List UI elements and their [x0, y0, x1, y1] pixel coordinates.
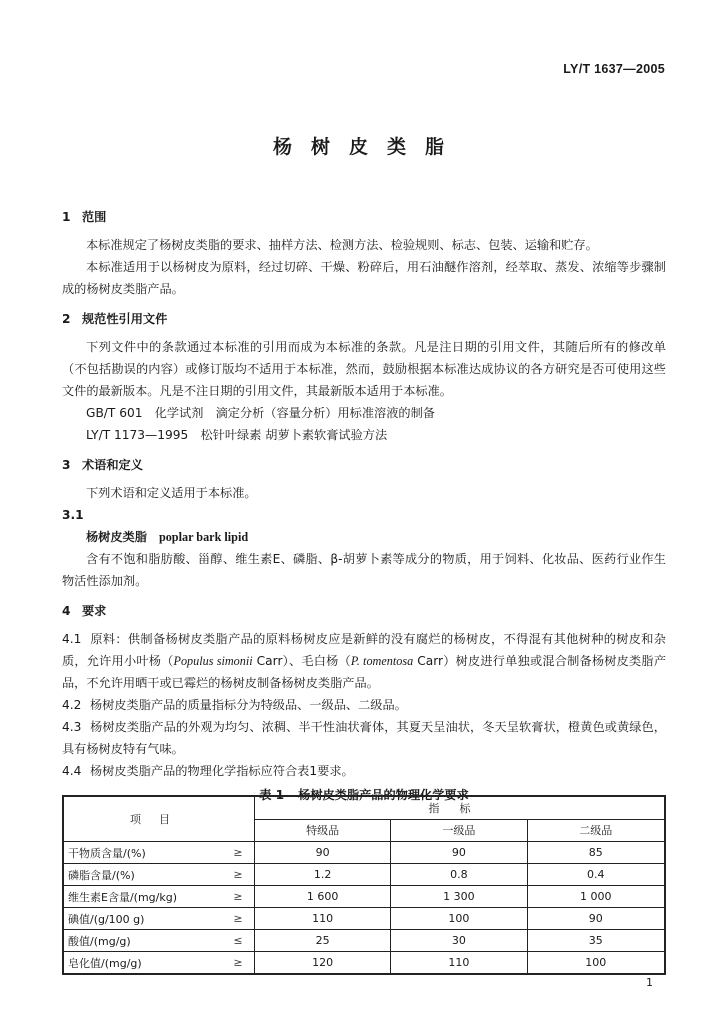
requirement-4-1 — [62, 628, 666, 694]
row-value-special: 1.2 — [255, 864, 391, 886]
term-english: poplar bark lipid — [158, 530, 249, 544]
row-operator: ≥ — [222, 908, 255, 930]
requirement-4-2 — [62, 694, 666, 716]
document-body — [62, 200, 666, 806]
row-item-name: 干物质含量/(%) — [63, 842, 222, 864]
table-caption-title: 杨树皮类脂产品的物理化学要求 — [298, 788, 469, 802]
references-paragraph: 下列文件中的条款通过本标准的引用而成为本标准的条款。凡是注日期的引用文件，其随后所有的修改单（不包括勘误的内容）或修订版均不适用于本标准，然而，鼓励根据本标准达成协议的各方研究是否可使用这些文件的最新版本。凡是不注日期的引用文件，其最新版本适用于本标准。 — [62, 340, 666, 398]
row-value-second: 85 — [527, 842, 665, 864]
section-1-heading — [62, 206, 666, 228]
table-header-row — [63, 796, 665, 819]
section-3-heading — [62, 454, 666, 476]
row-value-special: 90 — [255, 842, 391, 864]
row-operator: ≥ — [222, 842, 255, 864]
row-item-name: 维生素E含量/(mg/kg) — [63, 886, 222, 908]
requirement-number: 4.1 — [62, 632, 82, 646]
page-number: 1 — [646, 976, 653, 989]
table-row — [63, 864, 665, 886]
requirement-text: 杨树皮类脂产品的质量指标分为特级品、一级品、二级品。 — [90, 698, 407, 712]
term-definition: 含有不饱和脂肪酸、甾醇、维生素E、磷脂、β-胡萝卜素等成分的物质，用于饲料、化妆品、医药行业作生物活性添加剂。 — [62, 552, 666, 588]
row-value-second: 1 000 — [527, 886, 665, 908]
document-title: 杨树皮类脂 — [272, 136, 463, 158]
section-title: 范围 — [82, 210, 107, 224]
grade-header-second: 二级品 — [527, 819, 665, 842]
reference-item-2: LY/T 1173—1995 松针叶绿素 胡萝卜素软膏试验方法 — [86, 428, 388, 442]
row-operator: ≥ — [222, 952, 255, 975]
section-title: 要求 — [82, 604, 107, 618]
requirement-text: Carr）、毛白杨（ — [252, 654, 351, 668]
scope-paragraph-1: 本标准规定了杨树皮类脂的要求、抽样方法、检测方法、检验规则、标志、包装、运输和贮存。 — [86, 238, 598, 252]
grade-header-first: 一级品 — [391, 819, 527, 842]
row-operator: ≥ — [222, 886, 255, 908]
requirement-text: Carr）树皮进行单独或混合制备杨树皮类脂产品，不允许用晒干或已霉烂的杨树皮制备杨树皮类脂产品。 — [62, 654, 667, 690]
term-number: 3.1 — [62, 508, 84, 522]
requirement-number: 4.2 — [62, 698, 82, 712]
row-operator: ≤ — [222, 930, 255, 952]
row-value-first: 100 — [391, 908, 527, 930]
item-column-header: 项目 — [63, 796, 255, 842]
row-operator: ≥ — [222, 864, 255, 886]
section-4-heading — [62, 600, 666, 622]
row-value-second: 100 — [527, 952, 665, 975]
row-value-second: 0.4 — [527, 864, 665, 886]
latin-name-2: P. tomentosa — [350, 654, 414, 668]
scope-paragraph-2: 本标准适用于以杨树皮为原料，经过切碎、干燥、粉碎后，用石油醚作溶剂，经萃取、蒸发、浓缩等步骤制成的杨树皮类脂产品。 — [62, 260, 666, 296]
reference-item-1: GB/T 601 化学试剂 滴定分析（容量分析）用标准溶液的制备 — [86, 406, 435, 420]
requirement-text: 原料：供制备杨树皮类脂产品的原料杨树皮应是新鲜的没有腐烂的杨树皮，不得混有其他树种的树皮和杂质，允许用小叶杨（ — [62, 632, 666, 668]
standard-code: LY/T 1637—2005 — [563, 62, 665, 76]
term-entry — [62, 526, 666, 548]
latin-name-1: Populus simonii — [173, 654, 253, 668]
requirement-4-3 — [62, 716, 666, 760]
table-row — [63, 908, 665, 930]
section-title: 规范性引用文件 — [82, 312, 168, 326]
row-value-first: 30 — [391, 930, 527, 952]
grade-header-special: 特级品 — [255, 819, 391, 842]
terms-intro: 下列术语和定义适用于本标准。 — [86, 486, 257, 500]
spec-table — [62, 795, 666, 975]
requirement-text: 杨树皮类脂产品的物理化学指标应符合表1要求。 — [90, 764, 354, 778]
section-title: 术语和定义 — [82, 458, 143, 472]
row-item-name: 磷脂含量/(%) — [63, 864, 222, 886]
requirement-text: 杨树皮类脂产品的外观为均匀、浓稠、半干性油状膏体，其夏天呈油状，冬天呈软膏状，橙黄色或黄绿色，具有杨树皮特有气味。 — [62, 720, 666, 756]
table-caption-label: 表 1 — [259, 788, 285, 802]
row-value-special: 25 — [255, 930, 391, 952]
section-number: 2 — [62, 312, 71, 326]
row-item-name: 皂化值/(mg/g) — [63, 952, 222, 975]
row-value-special: 1 600 — [255, 886, 391, 908]
requirement-number: 4.3 — [62, 720, 82, 734]
row-value-special: 110 — [255, 908, 391, 930]
table-row — [63, 930, 665, 952]
row-value-first: 90 — [391, 842, 527, 864]
term-chinese: 杨树皮类脂 — [86, 530, 147, 544]
table-row — [63, 842, 665, 864]
row-value-first: 0.8 — [391, 864, 527, 886]
row-value-special: 120 — [255, 952, 391, 975]
row-item-name: 碘值/(g/100 g) — [63, 908, 222, 930]
requirement-number: 4.4 — [62, 764, 82, 778]
requirement-4-4 — [62, 760, 666, 782]
table-row — [63, 886, 665, 908]
section-number: 4 — [62, 604, 71, 618]
row-value-first: 110 — [391, 952, 527, 975]
index-group-header: 指标 — [255, 796, 666, 819]
row-value-second: 90 — [527, 908, 665, 930]
table-row — [63, 952, 665, 975]
row-item-name: 酸值/(mg/g) — [63, 930, 222, 952]
row-value-second: 35 — [527, 930, 665, 952]
section-number: 1 — [62, 210, 71, 224]
section-2-heading — [62, 308, 666, 330]
section-number: 3 — [62, 458, 71, 472]
row-value-first: 1 300 — [391, 886, 527, 908]
